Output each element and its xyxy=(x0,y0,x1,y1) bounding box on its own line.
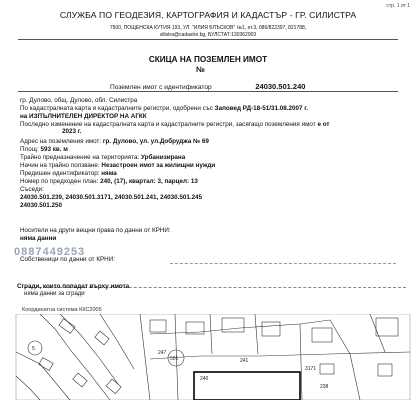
identifier-value: 24030.501.240 xyxy=(255,82,306,91)
plan-line xyxy=(20,178,198,185)
location-text: гр. Дулово, общ. Дулово, обл. Силистра xyxy=(20,97,138,104)
owners-label: Собственици по данни от КРНИ: xyxy=(20,256,116,263)
parcel-line xyxy=(100,314,134,369)
coordinate-system: Координатна система ККС2005 xyxy=(22,307,102,313)
parcel-line xyxy=(60,314,118,384)
building-outline xyxy=(59,319,75,334)
building-outline xyxy=(378,364,392,376)
building-outline xyxy=(73,373,87,387)
parcel-line xyxy=(140,314,150,400)
address-label: Адрес на поземления имот: xyxy=(20,138,102,145)
neighbors-label: Съседи: xyxy=(20,186,44,193)
neighbors-list-2: 24030.501.250 xyxy=(20,202,63,209)
usage-label: Начин на трайно ползване: xyxy=(20,162,100,169)
parcel-line xyxy=(150,352,410,359)
plan-value: 240, (17), квартал: 3, парцел: 13 xyxy=(100,178,198,185)
page-number: стр. 1 от 1 xyxy=(386,3,410,9)
area-value: 593 кв. м xyxy=(40,146,68,153)
usage-value: Незастроен имот за жилищни нужди xyxy=(101,162,216,169)
building-outline xyxy=(320,364,334,374)
last-change-line xyxy=(20,121,329,128)
purpose-value: Урбанизирана xyxy=(140,154,186,161)
parcel-line xyxy=(16,352,70,400)
parcel-line xyxy=(330,320,360,400)
neighbors-line xyxy=(20,186,44,193)
map-label: 241 xyxy=(240,358,249,364)
building-outline xyxy=(150,320,166,332)
parcel-line xyxy=(16,376,40,400)
subject-parcel-outline xyxy=(194,372,300,400)
header-divider xyxy=(18,39,398,40)
building-outline xyxy=(95,331,109,345)
last-change-prefix: Последно изменение на кадастралната карта и кадастралните регистри, засягащо поземления имот xyxy=(20,121,316,128)
building-outline xyxy=(222,318,244,332)
previous-id-value: няма xyxy=(101,170,117,177)
map-label: 501 xyxy=(170,356,179,362)
identifier-label: Поземлен имот с идентификатор xyxy=(110,84,212,91)
previous-id-label: Предишен идентификатор: xyxy=(20,170,100,177)
approval-by: на ИЗПЪЛНИТЕЛЕН ДИРЕКТОР НА АГКК xyxy=(20,113,147,120)
area-line xyxy=(20,146,68,153)
parcel-line xyxy=(370,314,385,352)
address-value: гр. Дулово, ул. ул.Добруджа № 69 xyxy=(102,138,209,145)
neighbors-list-1: 24030.501.239, 24030.501.3171, 24030.501.241, 24030.501.245 xyxy=(20,194,203,201)
last-change-year: 2023 г. xyxy=(62,128,82,135)
usage-line xyxy=(20,162,215,169)
previous-id-line xyxy=(20,170,117,177)
document-number-sign: № xyxy=(196,65,205,74)
map-label: 247 xyxy=(158,350,167,356)
agency-contact: silistra@cadastre.bg, БУЛСТАТ:130362903 xyxy=(159,32,257,38)
building-outline xyxy=(376,318,398,336)
map-label: 3171 xyxy=(305,366,317,372)
approval-line xyxy=(20,105,308,112)
parcel-line xyxy=(255,314,258,354)
rights-label: Носители на други вещни права по данни от КРНИ: xyxy=(20,227,171,234)
approval-order: Заповед РД-18-51/31.08.2007 г. xyxy=(214,105,309,112)
agency-address: 7500, ПОЩЕНСКА КУТИЯ 193, УЛ. "ИЛИЯ БЛЪСКОВ" №1, ет.3, 086/822397, 821788, xyxy=(109,25,307,31)
address-line xyxy=(20,138,209,145)
identifier-divider xyxy=(18,91,398,92)
buildings-title: Сгради, които попадат върху имота xyxy=(17,283,130,290)
owners-divider xyxy=(170,263,396,264)
area-label: Площ: xyxy=(20,146,39,153)
building-outline xyxy=(106,379,121,394)
rights-value: няма данни xyxy=(20,235,57,242)
building-outline xyxy=(312,328,332,342)
map-label: 5 xyxy=(32,346,35,352)
purpose-line xyxy=(20,154,185,161)
building-outline xyxy=(262,322,280,336)
map-label: 240 xyxy=(200,376,209,382)
building-outline xyxy=(39,358,53,371)
buildings-value: няма данни за сгради xyxy=(24,291,85,297)
map-label: 238 xyxy=(320,384,329,390)
location-line xyxy=(20,97,137,104)
document-title: СКИЦА НА ПОЗЕМЛЕН ИМОТ xyxy=(148,55,268,64)
cadastral-map xyxy=(0,314,416,400)
approval-prefix: По кадастралната карта и кадастралните регистри, одобрени със xyxy=(20,105,213,112)
phone-watermark: 0887449253 xyxy=(14,246,86,258)
last-change-bold: е от xyxy=(317,121,330,128)
parcel-line xyxy=(210,314,212,354)
plan-label: Номер по предходен план: xyxy=(20,178,99,185)
parcel-marker-circle xyxy=(28,341,42,355)
identifier-line xyxy=(110,82,305,91)
purpose-label: Трайно предназначение на територията: xyxy=(20,154,140,161)
agency-name: СЛУЖБА ПО ГЕОДЕЗИЯ, КАРТОГРАФИЯ И КАДАСТЪР - ГР. СИЛИСТРА xyxy=(59,10,357,20)
